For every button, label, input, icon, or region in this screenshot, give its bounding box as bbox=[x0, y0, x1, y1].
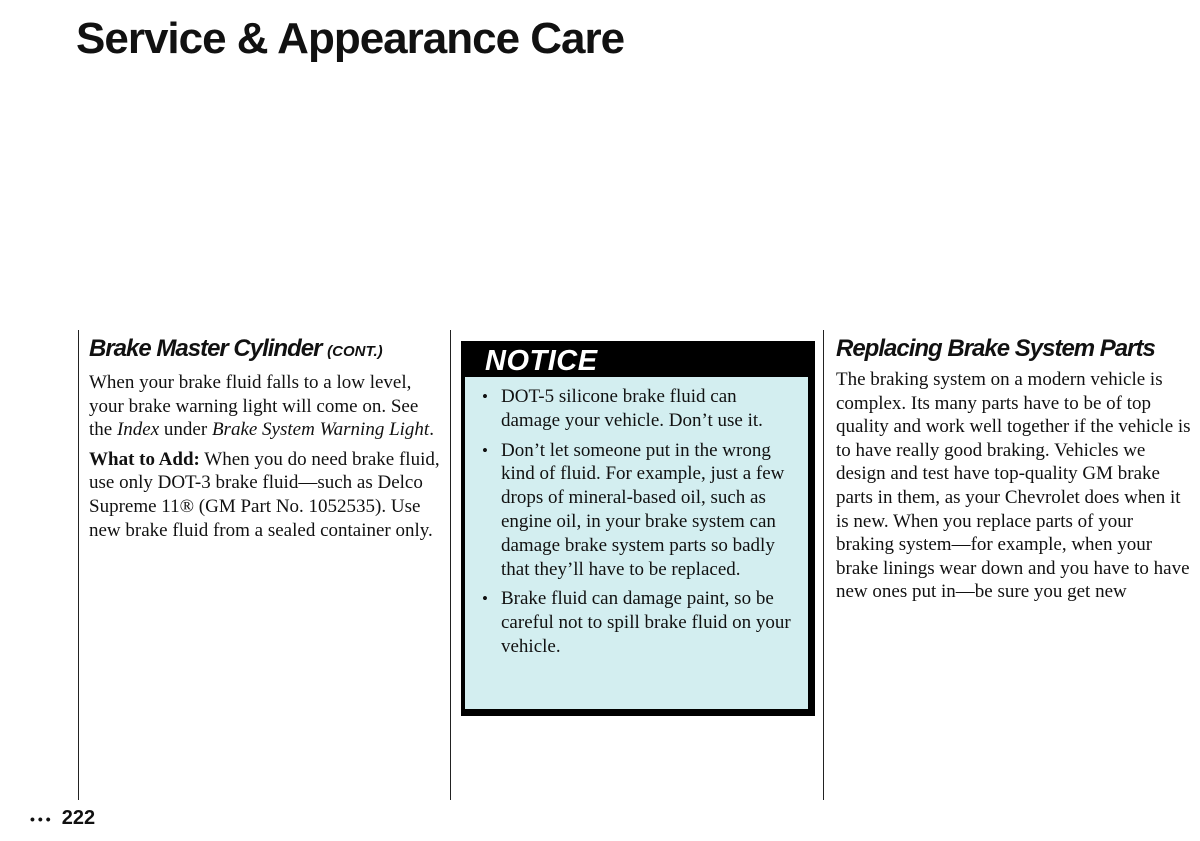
notice-item-text: DOT-5 silicone brake fluid can damage your vehicle. Don’t use it. bbox=[501, 386, 763, 431]
column-divider-right bbox=[823, 330, 824, 800]
notice-item bbox=[479, 587, 798, 658]
left-column bbox=[89, 334, 445, 542]
section-heading-brake-master-cylinder bbox=[89, 334, 445, 367]
notice-box bbox=[461, 341, 815, 716]
page-number-text: 222 bbox=[61, 807, 96, 829]
index-reference: Index bbox=[116, 419, 160, 441]
section-heading-replacing-brake-parts: Replacing Brake System Parts bbox=[836, 335, 1155, 362]
what-to-add-paragraph bbox=[89, 448, 445, 542]
bullet-icon: • bbox=[482, 440, 488, 460]
notice-panel bbox=[465, 377, 808, 709]
page-number bbox=[30, 804, 95, 833]
column-divider-middle bbox=[450, 330, 451, 800]
notice-item bbox=[479, 385, 798, 433]
warning-light-reference: Brake System Warning Light bbox=[211, 419, 430, 441]
what-to-add-label: What to Add: bbox=[89, 448, 200, 470]
notice-item-text: Don’t let someone put in the wrong kind of fluid. For example, just a few drops of mineral-based oil, such as engine oil, in your brake system can damage brake system parts so badly that they’ll have to be replaced. bbox=[501, 439, 785, 580]
bullet-icon: • bbox=[482, 387, 488, 406]
notice-title: NOTICE bbox=[485, 345, 598, 377]
heading-text: Brake Master Cylinder bbox=[89, 335, 322, 362]
notice-list bbox=[479, 385, 798, 659]
paragraph-text: . bbox=[429, 419, 434, 441]
notice-item bbox=[479, 439, 798, 582]
paragraph-text: When you do need brake fluid, use only DOT-3 brake fluid—such as Delco Supreme 11® (GM Part No. 1052535). Use new brake fluid from a sealed container only. bbox=[89, 448, 440, 541]
column-divider-left bbox=[78, 330, 79, 800]
heading-suffix: (CONT.) bbox=[327, 343, 383, 360]
page-title: Service & Appearance Care bbox=[76, 14, 625, 63]
bullet-icon: • bbox=[482, 589, 488, 609]
right-column bbox=[836, 334, 1192, 604]
notice-item-text: Brake fluid can damage paint, so be careful not to spill brake fluid on your vehicle. bbox=[501, 588, 791, 657]
replacing-parts-paragraph: The braking system on a modern vehicle is complex. Its many parts have to be of top quality and work well together if the vehicle is to have really good braking. Vehicles we design and test have top-quality GM brake parts in them, as your Chevrolet does when it is new. When you replace parts of your braking system—for example, when your brake linings wear down and you have to have new ones put in—be sure you get new bbox=[836, 369, 1191, 603]
brake-fluid-level-paragraph bbox=[89, 371, 445, 442]
paragraph-text: When your brake fluid falls to a low level, your brake warning light will come on. See the bbox=[89, 372, 419, 441]
paragraph-text: under bbox=[163, 419, 208, 441]
page-dots: ••• bbox=[30, 811, 54, 827]
